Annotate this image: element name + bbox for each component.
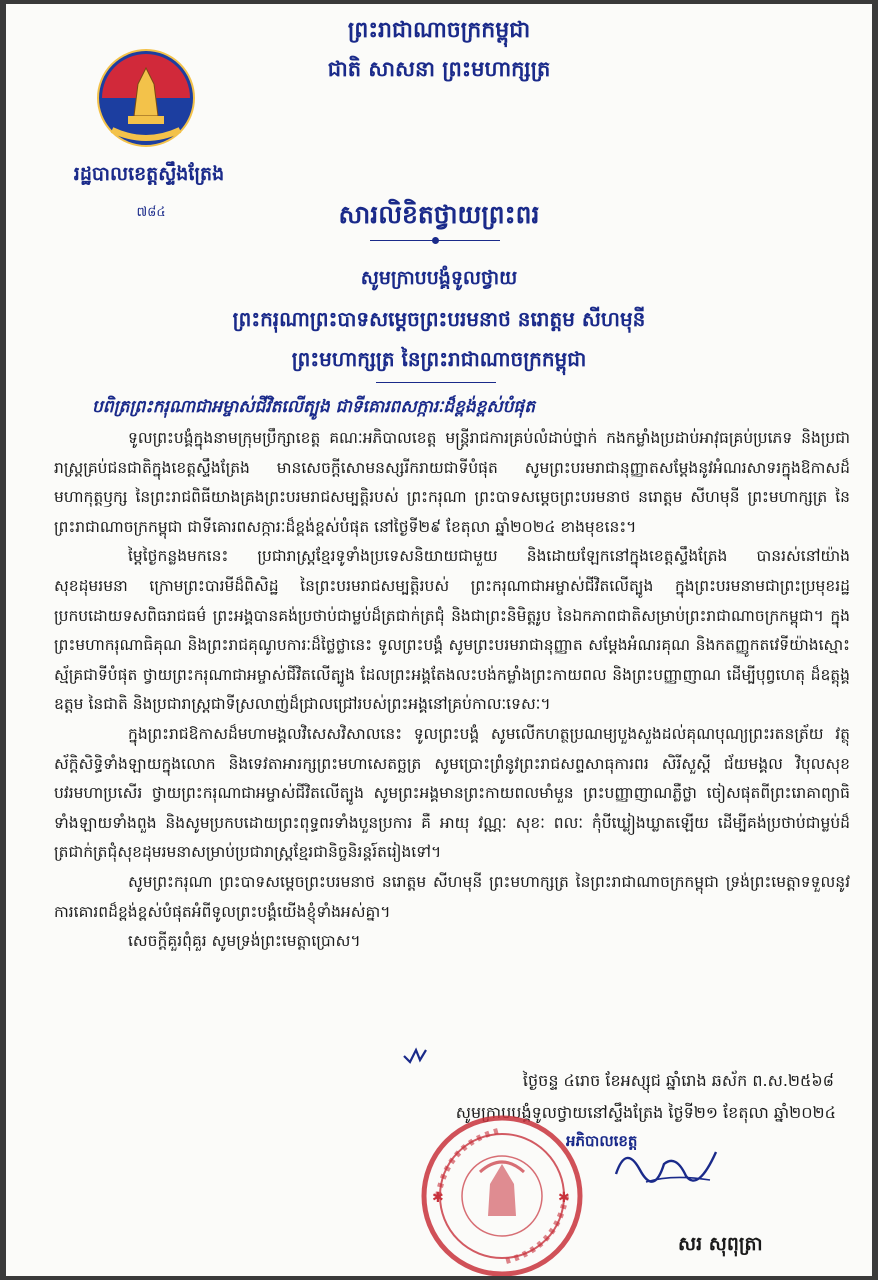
national-motto: ជាតិ សាសនា ព្រះមហាក្សត្រ xyxy=(327,57,551,81)
paragraph-1: ទូលព្រះបង្គំក្នុងនាមក្រុមប្រឹក្សាខេត្ត គណៈអភិបាលខេត្ត មន្រ្តីរាជការគ្រប់លំដាប់ថ្នាក់ កងកម្លាំងប្រដាប់អាវុធគ្រប់ប្រភេទ និងប្រជារាស្រ្តគ្រប់ជនជាតិក្នុងខេត្តស្ទឹងត្រែង មានសេចក្តីសោមនស្សរីករាយជាទីបំផុត សូមព្រះបរមរាជានុញ្ញាតសម្តែងនូវអំណរសាទរក្នុងឱកាសដ៏មហាកុត្តឫក្ស នៃព្រះរាជពិធីយាងគ្រងព្រះបរមរាជសម្បត្តិរបស់ ព្រះករុណា ព្រះបាទសម្តេចព្រះបរមនាថ នរោត្តម សីហមុនី ព្រះមហាក្សត្រ នៃព្រះរាជាណាចក្រកម្ពុជា ជាទីគោរពសក្ការៈដ៏ខ្ពង់ខ្ពស់បំផុត នៅថ្ងៃទី២៩ ខែតុលា ឆ្នាំ២០២៤ ខាងមុខនេះ។ xyxy=(54,429,850,536)
letter-title: សារលិខិតថ្វាយព្រះពរ xyxy=(338,200,540,229)
letter-body xyxy=(54,424,850,957)
handwritten-mark xyxy=(402,1046,428,1066)
lunar-date: ថ្ងៃចន្ទ ៤រោច ខែអស្សុជ ឆ្នាំរោង ឆស័ក ព.ស.២៥៦៨ xyxy=(522,1071,834,1090)
divider-dot xyxy=(432,237,439,244)
paragraph-4: សូមព្រះករុណា ព្រះបាទសម្តេចព្រះបរមនាថ នរោត្តម សីហមុនី ព្រះមហាក្សត្រ នៃព្រះរាជាណាចក្រកម្ពុជា ទ្រង់ព្រះមេត្តាទទួលនូវការគោរពដ៏ខ្ពង់ខ្ពស់បំផុតអំពីទូលព្រះបង្គំយើងខ្ញុំទាំងអស់គ្នា។ xyxy=(54,872,850,921)
salutation-line-3: ព្រះមហាក្សត្រ នៃព្រះរាជាណាចក្រកម្ពុជា xyxy=(291,347,587,371)
reference-number: ៧៨៤ xyxy=(136,205,166,220)
handwritten-signature xyxy=(606,1134,736,1194)
svg-text:✱: ✱ xyxy=(432,1190,444,1206)
signatory-name: សរ សុពុត្រា xyxy=(678,1233,763,1255)
paragraph-2: ម្តៃថ្ងៃកន្លងមកនេះ ប្រជារាស្រ្តខ្មែរទូទាំងប្រទេសនិយាយជាមួយ និងដោយឡែកនៅក្នុងខេត្តស្ទឹងត្រែង បានរស់នៅយ៉ាងសុខដុមរមនា ក្រោមព្រះបារមីដ៏ពិសិដ្ឋ នៃព្រះបរមរាជសម្បត្តិរបស់ ព្រះករុណាជាអម្ចាស់ជីវិតលើត្បូង ក្នុងព្រះបរមនាមជាព្រះប្រមុខរដ្ឋ ប្រកបដោយទសពិធរាជធម៌ ព្រះអង្គបានគង់ប្រថាប់ជាម្លប់ដ៏ត្រជាក់ត្រជុំ និងជាព្រះនិមិត្តរូប នៃឯកភាពជាតិសម្រាប់ព្រះរាជាណាចក្រកម្ពុជា។ ក្នុងព្រះមហាករុណាធិគុណ និងព្រះរាជគុណូបការៈដ៏ថ្លៃថ្លានេះ ទូលព្រះបង្គំ សូមព្រះបរមរាជានុញ្ញាត សម្តែងអំណរគុណ និងកតញ្ញូកតវេទីយ៉ាងស្មោះស្ម័គ្រជាទីបំផុត ថ្វាយព្រះករុណាជាអម្ចាស់ជីវិតលើត្បូង ដែលព្រះអង្គតែងលះបង់កម្លាំងព្រះកាយពល និងព្រះបញ្ញាញាណ ដើម្បីបុព្វហេតុ ដ៏ឧត្តុង្គឧត្តម នៃជាតិ និងប្រជារាស្រ្តជាទីស្រលាញ់ដ៏ជ្រាលជ្រៅរបស់ព្រះអង្គនៅគ្រប់កាលៈទេសៈ។ xyxy=(54,547,850,714)
paragraph-3: ក្នុងព្រះរាជឱកាសដ៏មហាមង្គលវិសេសវិសាលនេះ ទូលព្រះបង្គំ សូមលើកហត្ថប្រណម្យបួងសួងដល់គុណបុណ្យព្រះរតនត្រ័យ វត្ថុស័ក្តិសិទ្ធិទាំងឡាយក្នុងលោក និងទេវតាអារក្សព្រះមហាសេតច្ឆត្រ សូមប្រោះព្រំនូវព្រះរាជសព្ទសាធុការពរ សិរីសួស្តី ជ័យមង្គល វិបុលសុខ បវរមហាប្រសើរ ថ្វាយព្រះករុណាជាអម្ចាស់ជីវិតលើត្បូង សូមព្រះអង្គមានព្រះកាយពលមាំមួន ព្រះបញ្ញាញាណភ្លឺថ្លា ចៀសផុតពីព្រះរោគាព្យាធិទាំងឡាយទាំងពួង និងសូមប្រកបដោយព្រះពុទ្ធពរទាំងបួនប្រការ គឺ អាយុ វណ្ណៈ សុខៈ ពលៈ កុំបីឃ្លៀងឃ្លាតឡើយ ដើម្បីគង់ប្រថាប់ជាម្លប់ដ៏ត្រជាក់ត្រជុំសុខដុមរមនាសម្រាប់ប្រជារាស្រ្តខ្មែរជានិច្ចនិរន្តរ៍តរៀងទៅ។ xyxy=(54,724,850,862)
salutation-line-2: ព្រះករុណាព្រះបាទសម្តេចព្រះបរមនាថ នរោត្តម សីហមុនី xyxy=(232,307,646,331)
salutation-divider xyxy=(376,382,496,383)
salutation-line-1: សូមក្រាបបង្គំទូលថ្វាយ xyxy=(360,267,518,289)
province-administration-label: រដ្ឋបាលខេត្តស្ទឹងត្រែង xyxy=(73,163,225,185)
lead-invocation: បពិត្រព្រះករុណាជាអម្ចាស់ជីវិតលើត្បូង ជាទីគោរពសក្ការៈដ៏ខ្ពង់ខ្ពស់បំផុត xyxy=(92,397,535,417)
official-seal-stamp xyxy=(418,1112,586,1276)
solar-date: សូមក្រាបបង្គំទូលថ្វាយនៅស្ទឹងត្រែង ថ្ងៃទី២១ ខែតុលា ឆ្នាំ២០២៤ xyxy=(455,1103,836,1122)
letter-page xyxy=(6,4,872,1276)
signatory-role: អភិបាលខេត្ត xyxy=(566,1132,638,1150)
kingdom-heading: ព្រះរាជាណាចក្រកម្ពុជា xyxy=(347,18,531,43)
closing-line: សេចក្តីគួរពុំគួរ សូមទ្រង់ព្រះមេត្តាប្រោស។ xyxy=(128,932,361,951)
svg-text:✱: ✱ xyxy=(558,1190,570,1206)
